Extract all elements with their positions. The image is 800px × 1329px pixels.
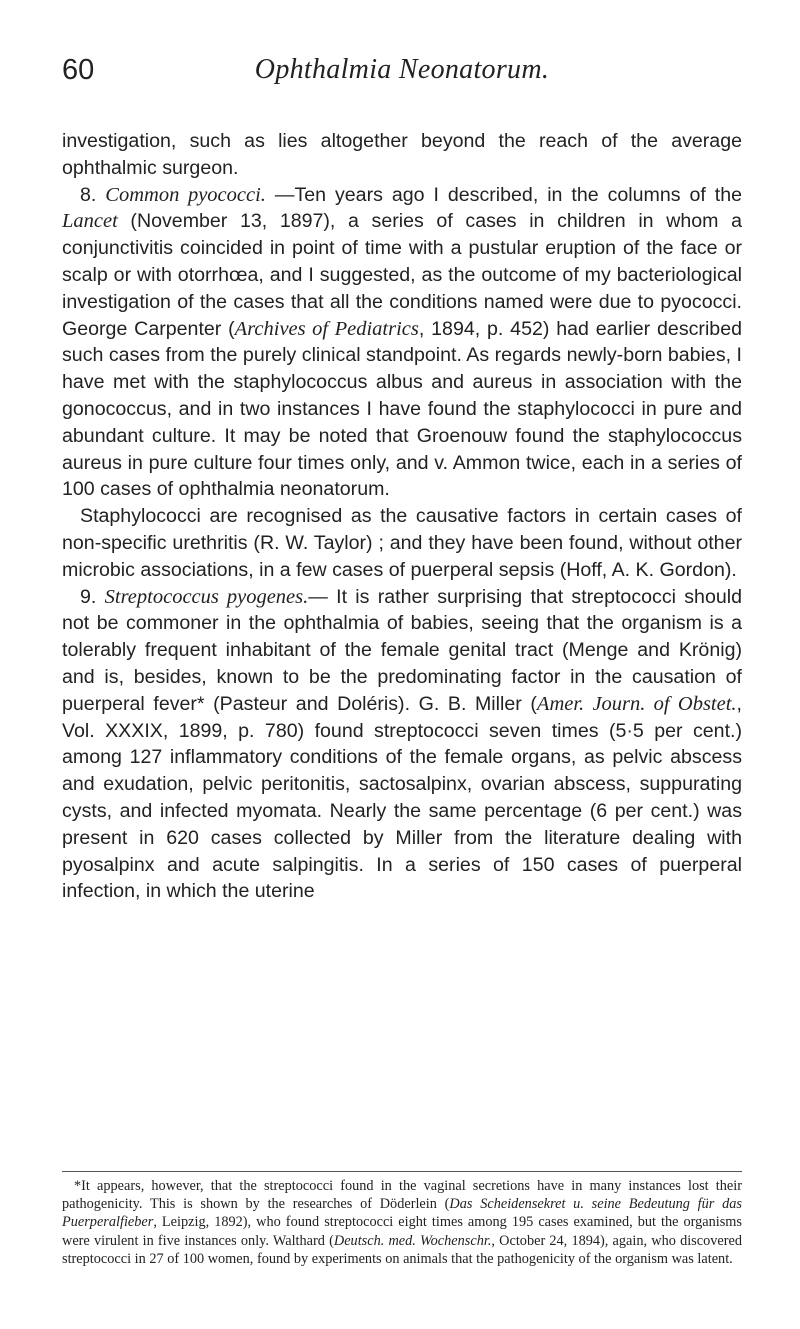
- section-title: Streptococcus pyogenes.: [104, 585, 309, 608]
- citation-title: Archives of Pediatrics: [234, 317, 419, 340]
- page-header: [62, 50, 742, 94]
- body-text: [62, 128, 742, 905]
- running-title: Ophthalmia Neonatorum.: [254, 54, 550, 85]
- section-number: 9.: [80, 585, 105, 608]
- citation-title: Das Scheidensekret u. seine Bedeutung für das Puerperalfieber: [62, 1196, 742, 1231]
- footnote-divider: [62, 1171, 742, 1172]
- paragraph-text: investigation, such as lies altogether beyond the reach of the average ophthalmic surgeon.: [62, 130, 742, 179]
- paragraph-text: , Vol. XXXIX, 1899, p. 780) found streptococci seven times (5·5 per cent.) among 127 inflammatory conditions of the female organs, as pelvic abscess and exudation, pelvic peritonitis, sactosalpinx, ovarian abscess, suppurating cysts, and infected myomata. Nearly the same percentage (6 per cent.) was present in 620 cases collected by Miller from the literature dealing with pyosalpinx and acute salpingitis. In a series of 150 cases of puerperal infection, in which the uterine: [62, 692, 742, 903]
- footnote: [62, 1177, 742, 1268]
- citation-title: Deutsch. med. Wochenschr.: [333, 1232, 492, 1249]
- paragraph-continuation: [62, 128, 742, 182]
- citation-title: Amer. Journ. of Obstet.: [536, 692, 737, 715]
- paragraph-text: —Ten years ago I described, in the columns of the: [265, 183, 742, 206]
- page-number: 60: [62, 54, 95, 86]
- footnote-text: *It appears, however, that the streptococci found in the vaginal secretions have in many instances lost their pathogenicity. This is shown by the researches of Döderlein (: [62, 1178, 742, 1213]
- paragraph-text: — It is rather surprising that streptococci should not be commoner in the ophthalmia of babies, seeing that the organism is a tolerably frequent inhabitant of the female genital tract (Menge and Krönig) and is, besides, known to be the predominating factor in the causation of puerperal fever* (Pasteur and Doléris). G. B. Miller (: [62, 585, 742, 715]
- section-number: 8.: [80, 183, 106, 206]
- paragraph-common-pyococci: [62, 182, 742, 504]
- paragraph-streptococcus: [62, 584, 742, 906]
- paragraph-text: Staphylococci are recognised as the causative factors in certain cases of non-specific urethritis (R. W. Taylor) ; and they have been found, without other microbic associations, in a few cases of puerperal sepsis (Hoff, A. K. Gordon).: [62, 505, 742, 581]
- citation-title: Lancet: [62, 210, 118, 233]
- paragraph-staphylococci: [62, 503, 742, 583]
- footnote-text: , October 24, 1894), again, who discovered streptococci in 27 of 100 women, found by experiments on animals that the pathogenicity of the organism was latent.: [62, 1232, 742, 1267]
- footnote-text: , Leipzig, 1892), who found streptococci eight times among 195 cases examined, but the organisms were virulent in five instances only. Walthard (: [62, 1214, 742, 1249]
- paragraph-text: , 1894, p. 452) had earlier described such cases from the purely clinical standpoint. As regards newly-born babies, I have met with the staphylococcus albus and aureus in association with the gonococcus, and in two instances I have found the staphylococci in pure and abundant culture. It may be noted that Groenouw found the staphylococcus aureus in pure culture four times only, and v. Ammon twice, each in a series of 100 cases of ophthalmia neonatorum.: [62, 317, 742, 501]
- paragraph-text: (November 13, 1897), a series of cases in children in whom a conjunctivitis coincided in point of time with a pustular eruption of the face or scalp or with otorrhœa, and I suggested, as the outcome of my bacteriological investigation of the cases that all the conditions named were due to pyococci. George Carpenter (: [62, 210, 742, 340]
- section-title: Common pyococci.: [105, 183, 266, 206]
